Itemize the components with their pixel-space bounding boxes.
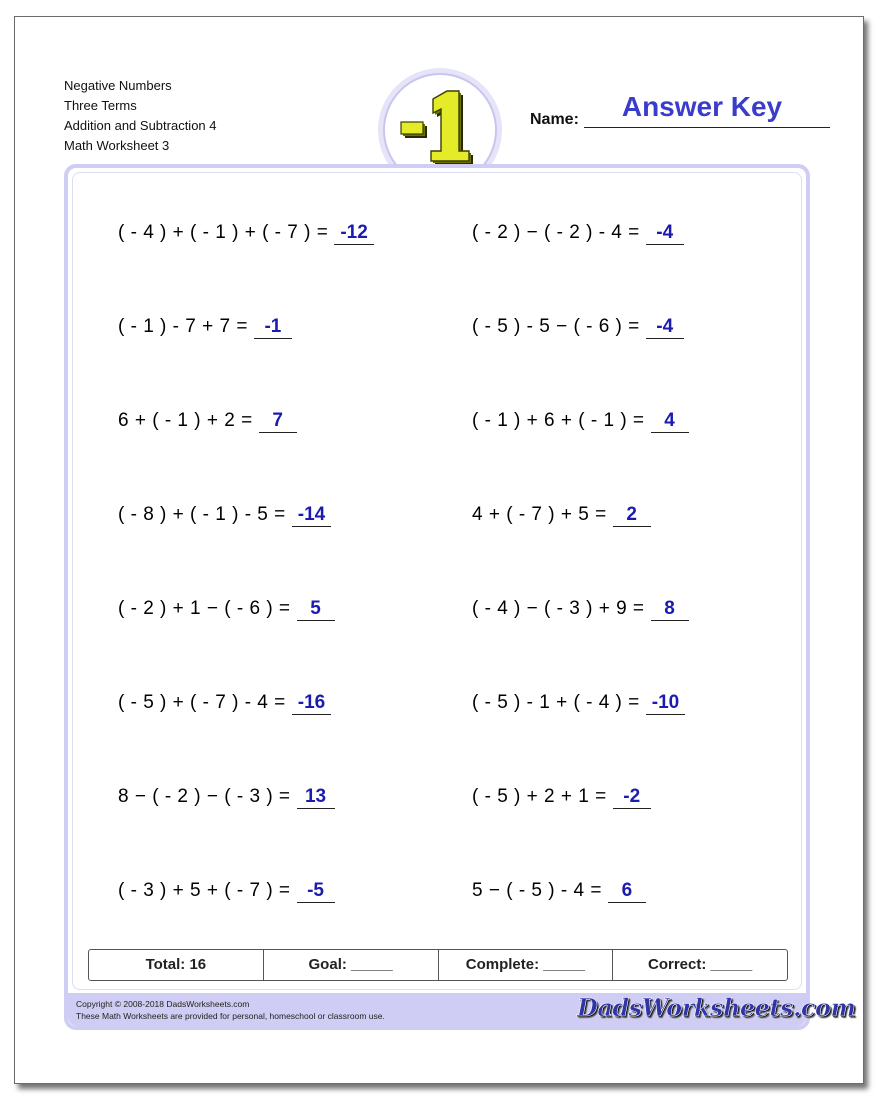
problem-expression: ( - 4 ) − ( - 3 ) + 9 = — [472, 598, 645, 619]
problems-frame-inner-border — [72, 172, 802, 990]
name-field-line[interactable] — [584, 127, 830, 128]
answer-key-title: Answer Key — [621, 91, 783, 122]
problem-6 — [472, 410, 689, 436]
worksheet-title-block — [64, 76, 217, 156]
footer-copyright-block — [76, 998, 385, 1022]
answer-blank[interactable] — [334, 222, 373, 245]
problem-15 — [118, 880, 335, 906]
problem-expression: ( - 5 ) + 2 + 1 = — [472, 786, 607, 807]
answer-value: -10 — [651, 692, 680, 713]
name-label: Name: — [530, 111, 579, 128]
problem-7 — [118, 504, 331, 530]
answer-value: 6 — [621, 880, 633, 901]
answer-value: 5 — [310, 598, 321, 619]
answer-value: 7 — [272, 410, 283, 431]
answer-blank[interactable] — [646, 316, 684, 339]
answer-value: 4 — [664, 410, 675, 431]
answer-blank[interactable] — [608, 880, 646, 903]
title-line-topic: Negative Numbers — [64, 78, 172, 93]
answer-value: -5 — [307, 880, 324, 901]
title-line-operation: Addition and Subtraction 4 — [64, 118, 217, 133]
answer-value: 13 — [304, 786, 327, 807]
problem-expression: ( - 1 ) - 7 + 7 = — [118, 316, 248, 337]
problem-expression: 6 + ( - 1 ) + 2 = — [118, 410, 253, 431]
problem-expression: ( - 3 ) + 5 + ( - 7 ) = — [118, 880, 291, 901]
problem-expression: 8 − ( - 2 ) − ( - 3 ) = — [118, 786, 291, 807]
answer-blank[interactable] — [613, 786, 651, 809]
answer-value: -14 — [297, 504, 326, 525]
problem-expression: 4 + ( - 7 ) + 5 = — [472, 504, 607, 525]
title-line-terms: Three Terms — [64, 98, 137, 113]
problem-expression: ( - 5 ) - 1 + ( - 4 ) = — [472, 692, 640, 713]
score-complete[interactable]: Complete: _____ — [439, 950, 614, 980]
answer-value: 2 — [626, 504, 637, 525]
answer-blank[interactable] — [297, 880, 335, 903]
problem-expression: 5 − ( - 5 ) - 4 = — [472, 880, 602, 901]
score-goal[interactable]: Goal: _____ — [264, 950, 439, 980]
problem-expression: ( - 5 ) + ( - 7 ) - 4 = — [118, 692, 286, 713]
answer-blank[interactable] — [254, 316, 292, 339]
problem-9 — [118, 598, 335, 624]
answer-value: 8 — [664, 598, 675, 619]
answer-blank[interactable] — [292, 692, 331, 715]
problem-expression: ( - 2 ) + 1 − ( - 6 ) = — [118, 598, 291, 619]
answer-blank[interactable] — [651, 598, 689, 621]
answer-value: -4 — [656, 316, 674, 337]
problem-5 — [118, 410, 297, 436]
problem-10 — [472, 598, 689, 624]
answer-blank[interactable] — [259, 410, 297, 433]
answer-blank[interactable] — [651, 410, 689, 433]
problem-13 — [118, 786, 335, 812]
score-total: Total: 16 — [89, 950, 264, 980]
problem-12 — [472, 692, 685, 718]
answer-value: -2 — [623, 786, 641, 807]
problem-expression: ( - 2 ) − ( - 2 ) - 4 = — [472, 222, 640, 243]
answer-value: -1 — [264, 316, 282, 337]
problem-16 — [472, 880, 646, 906]
title-line-worksheet-number: Math Worksheet 3 — [64, 138, 170, 153]
problem-expression: ( - 8 ) + ( - 1 ) - 5 = — [118, 504, 286, 525]
problem-expression: ( - 1 ) + 6 + ( - 1 ) = — [472, 410, 645, 431]
answer-blank[interactable] — [297, 786, 335, 809]
score-correct[interactable]: Correct: _____ — [648, 956, 753, 973]
problem-11 — [118, 692, 331, 718]
score-bar — [88, 949, 788, 981]
answer-blank[interactable] — [297, 598, 335, 621]
answer-value: -4 — [656, 222, 674, 243]
answer-blank[interactable] — [646, 222, 684, 245]
dadsworksheets-logo[interactable]: DadsWorksheets.com — [577, 993, 856, 1022]
problem-expression: ( - 4 ) + ( - 1 ) + ( - 7 ) = — [118, 222, 329, 243]
problem-1 — [118, 222, 374, 248]
copyright-text: Copyright © 2008-2018 DadsWorksheets.com — [76, 999, 250, 1009]
problem-2 — [472, 222, 684, 248]
usage-notice: These Math Worksheets are provided for personal, homeschool or classroom use. — [76, 1011, 385, 1021]
problem-4 — [472, 316, 684, 342]
answer-blank[interactable] — [292, 504, 331, 527]
problem-expression: ( - 5 ) - 5 − ( - 6 ) = — [472, 316, 640, 337]
problem-3 — [118, 316, 292, 342]
answer-value: -16 — [297, 692, 326, 713]
answer-blank[interactable] — [646, 692, 685, 715]
problem-14 — [472, 786, 651, 812]
answer-blank[interactable] — [613, 504, 651, 527]
problem-8 — [472, 504, 651, 530]
answer-value: -12 — [340, 222, 368, 243]
